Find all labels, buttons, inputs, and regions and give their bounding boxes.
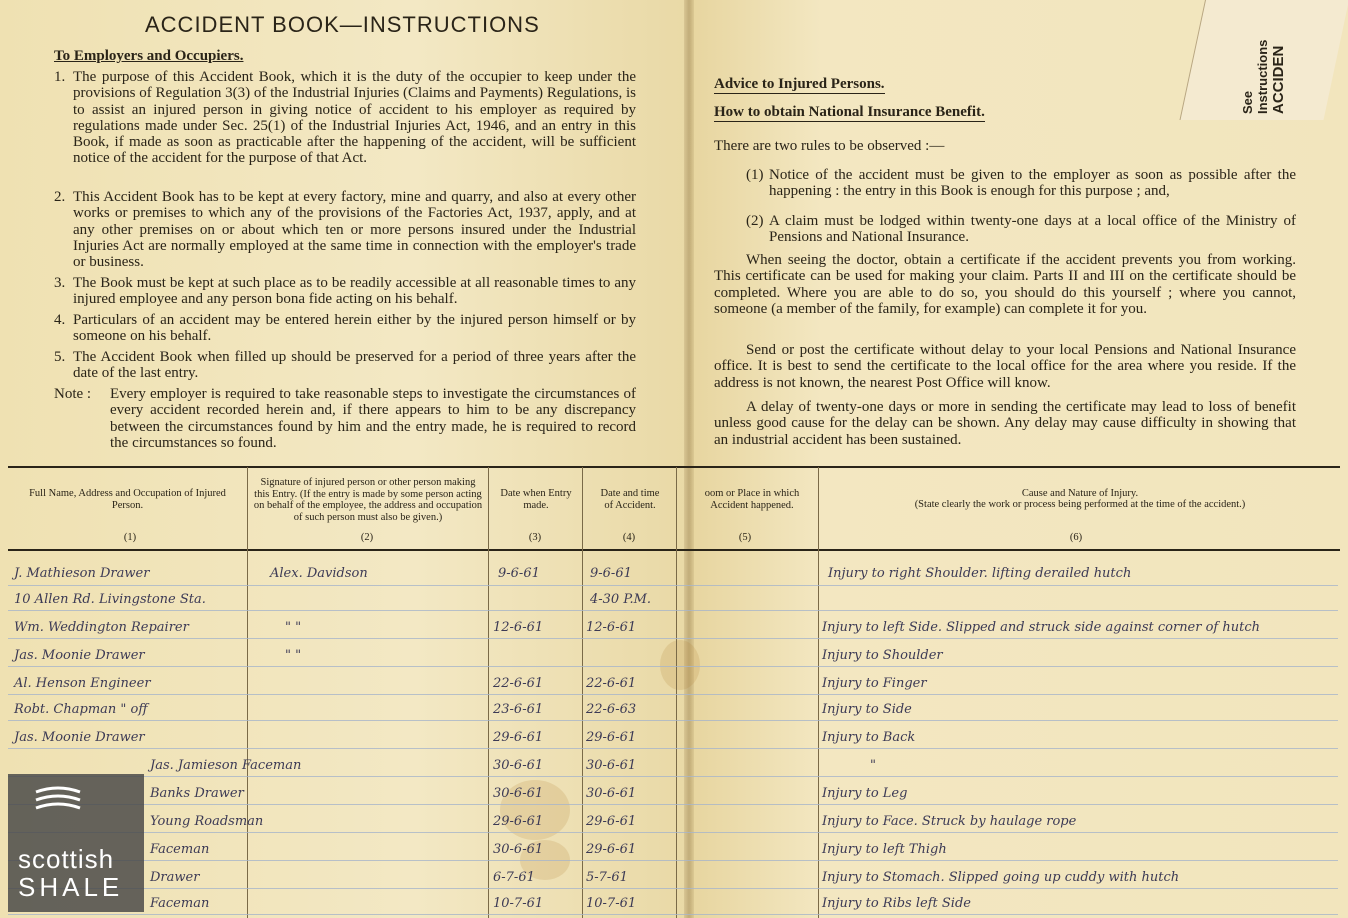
entry-date: 29-6-61 — [493, 814, 544, 829]
item-number: 3. — [54, 275, 66, 291]
ruled-line — [8, 585, 1338, 586]
column-divider — [676, 467, 677, 918]
column-header-place: oom or Place in which Accident happened. — [704, 488, 800, 511]
entry-name: Faceman — [150, 842, 210, 857]
item-number: 5. — [54, 349, 66, 365]
page-title: ACCIDENT BOOK—INSTRUCTIONS — [145, 12, 540, 37]
logo-line-1: scottish — [18, 844, 115, 874]
advice-paragraph-3: A delay of twenty-one days or more in sending the certificate may lead to loss of benefit unless good cause for the delay can be shown. Any delay may cause difficulty in showing that an industrial accident has been sustained. — [714, 399, 1296, 448]
entry-date: 30-6-61 — [493, 786, 544, 801]
accident-date: 5-7-61 — [586, 870, 628, 885]
benefit-heading: How to obtain National Insurance Benefit. — [714, 104, 985, 120]
ruled-line — [8, 914, 1338, 915]
column-header-cause-sub: (State clearly the work or process being performed at the time of the accident.) — [914, 499, 1246, 510]
entry-date: 6-7-61 — [493, 870, 535, 885]
column-number: (2) — [360, 532, 374, 543]
injury-cause: Injury to Back — [822, 730, 916, 745]
entry-name: 10 Allen Rd. Livingstone Sta. — [14, 592, 206, 607]
instruction-item-4: Particulars of an accident may be entered herein either by the injured person himself or by someone on his behalf. — [73, 312, 636, 345]
injury-cause: Injury to Face. Struck by haulage rope — [822, 814, 1077, 829]
injury-cause: Injury to left Side. Slipped and struck side against corner of hutch — [822, 620, 1260, 635]
ruled-line — [8, 610, 1338, 611]
entry-name: Robt. Chapman " off — [14, 702, 148, 717]
accident-date: 29-6-61 — [586, 814, 637, 829]
column-number: (3) — [528, 532, 542, 543]
rules-intro: There are two rules to be observed :— — [714, 138, 945, 154]
ruled-line — [8, 694, 1338, 695]
column-header-entry-date: Date when Entry made. — [500, 488, 572, 511]
rule-number: (2) — [746, 213, 764, 229]
tab-line-2: ACCIDEN — [1270, 45, 1287, 114]
ruled-line — [8, 666, 1338, 667]
entry-name: Faceman — [150, 896, 210, 911]
accident-date: 4-30 P.M. — [590, 592, 652, 607]
logo-line-2: SHALE — [18, 872, 124, 902]
scottish-shale-logo — [8, 774, 144, 912]
entry-name: Jas. Jamieson Faceman — [150, 758, 302, 773]
entry-date: 12-6-61 — [493, 620, 544, 635]
entry-date: 30-6-61 — [493, 842, 544, 857]
item-number: 4. — [54, 312, 66, 328]
ruled-line — [8, 832, 1338, 833]
note-text: Every employer is required to take reasonable steps to investigate the circumstances of every accident recorded herein and, if there appears to him to be any discrepancy between the circumstances found by him and the entry made, he is required to record the circumstances so found. — [110, 386, 636, 451]
injury-cause: Injury to Stomach. Slipped going up cuddy with hutch — [822, 870, 1180, 885]
accident-date: 22-6-61 — [586, 676, 637, 691]
ruled-line — [8, 804, 1338, 805]
accident-date: 10-7-61 — [586, 896, 637, 911]
ruled-line — [8, 776, 1338, 777]
column-header-signature: Signature of injured person or other person making this Entry. (If the entry is made by some person acting on behalf of the employee, the address and occupation of such person must also be given.) — [253, 477, 483, 523]
entry-date: 9-6-61 — [498, 566, 540, 581]
injury-cause: Injury to Ribs left Side — [822, 896, 971, 911]
injury-cause: Injury to Shoulder — [822, 648, 943, 663]
column-header-name: Full Name, Address and Occupation of Injured Person. — [29, 488, 226, 511]
rule-2: A claim must be lodged within twenty-one days at a local office of the Ministry of Pensions and National Insurance. — [769, 213, 1296, 246]
tab-label — [1240, 14, 1330, 114]
entry-signature: Alex. Davidson — [270, 566, 368, 581]
advice-heading: Advice to Injured Persons. — [714, 76, 885, 92]
entry-name: Drawer — [150, 870, 200, 885]
accident-date: 30-6-61 — [586, 786, 637, 801]
advice-paragraph-2: Send or post the certificate without delay to your local Pensions and National Insurance office. It is best to send the certificate to the local office for the area where you reside. If the address is not known, the nearest Post Office will know. — [714, 342, 1296, 391]
rule-number: (1) — [746, 167, 764, 183]
ruled-line — [8, 720, 1338, 721]
stain — [660, 640, 700, 690]
column-divider — [488, 467, 489, 918]
tab-line-1: See Instructions — [1240, 39, 1270, 114]
entry-name: Jas. Moonie Drawer — [14, 730, 145, 745]
injury-cause: " — [870, 758, 876, 773]
ruled-line — [8, 638, 1338, 639]
entry-name: Young Roadsman — [150, 814, 264, 829]
instruction-item-1: The purpose of this Accident Book, which it is the duty of the occupier to keep under the provisions of Regulation 3(3) of the Industrial Injuries (Claims and Payments) Regulations, is to assist an injured person in giving notice of accident to his employer as required by regulations made under Sec. 25(1) of the Industrial Injuries Act, 1946, and an entry in this Book, if made as soon as practicable after the happening of the accident, will be sufficient notice of the accident for the purpose of that Act. — [73, 69, 636, 167]
entry-date: 30-6-61 — [493, 758, 544, 773]
column-number: (5) — [738, 532, 752, 543]
entry-name: Wm. Weddington Repairer — [14, 620, 189, 635]
column-header-cause: Cause and Nature of Injury. — [1021, 488, 1139, 499]
accident-date: 9-6-61 — [590, 566, 632, 581]
accident-date: 22-6-63 — [586, 702, 637, 717]
ruled-line — [8, 748, 1338, 749]
injury-cause: Injury to Finger — [822, 676, 927, 691]
column-number: (1) — [123, 532, 137, 543]
note-label: Note : — [54, 386, 92, 402]
column-divider — [582, 467, 583, 918]
entry-name: Al. Henson Engineer — [14, 676, 151, 691]
injury-cause: Injury to left Thigh — [822, 842, 947, 857]
column-divider — [818, 467, 819, 918]
injury-cause: Injury to Side — [822, 702, 912, 717]
entry-date: 10-7-61 — [493, 896, 544, 911]
accident-date: 30-6-61 — [586, 758, 637, 773]
accident-date: 29-6-61 — [586, 730, 637, 745]
entry-date: 22-6-61 — [493, 676, 544, 691]
table-header-rule — [8, 549, 1340, 551]
entry-name: Jas. Moonie Drawer — [14, 648, 145, 663]
employers-heading: To Employers and Occupiers. — [54, 48, 244, 64]
injury-cause: Injury to Leg — [822, 786, 908, 801]
column-number: (4) — [622, 532, 636, 543]
accident-date: 12-6-61 — [586, 620, 637, 635]
accident-date: 29-6-61 — [586, 842, 637, 857]
column-header-accident-date: Date and time of Accident. — [600, 488, 660, 511]
entry-date: 23-6-61 — [493, 702, 544, 717]
instruction-item-5: The Accident Book when filled up should be preserved for a period of three years after the date of the last entry. — [73, 349, 636, 382]
entry-name: J. Mathieson Drawer — [14, 566, 150, 581]
instruction-item-3: The Book must be kept at such place as to be readily accessible at all reasonable times to any injured employee and any person bona fide acting on his behalf. — [73, 275, 636, 308]
entry-signature: " " — [285, 620, 302, 635]
rule-1: Notice of the accident must be given to the employer as soon as possible after the happening : the entry in this Book is enough for this purpose ; and, — [769, 167, 1296, 200]
ruled-line — [8, 888, 1338, 889]
item-number: 1. — [54, 69, 66, 85]
instruction-item-2: This Accident Book has to be kept at every factory, mine and quarry, and also at every other works or premises to which any of the provisions of the Factories Act, 1937, apply, and at any other premises on or about which ten or more persons insured under the Industrial Injuries Act are normally employed at the same time in connection with the employer's trade or business. — [73, 189, 636, 271]
column-number: (6) — [1069, 532, 1083, 543]
advice-paragraph-1: When seeing the doctor, obtain a certificate if the accident prevents you from working. This certificate can be used for making your claim. Parts II and III on the certificate should be completed. Where you are able to do so, you should do this yourself ; where you cannot, someone (a member of the family, for example) can complete it for you. — [714, 252, 1296, 317]
column-divider — [247, 467, 248, 918]
item-number: 2. — [54, 189, 66, 205]
table-top-rule — [8, 466, 1340, 468]
entry-date: 29-6-61 — [493, 730, 544, 745]
ruled-line — [8, 860, 1338, 861]
entry-signature: " " — [285, 648, 302, 663]
shale-waves-icon — [32, 786, 84, 816]
entry-name: Banks Drawer — [150, 786, 244, 801]
injury-cause: Injury to right Shoulder. lifting derailed hutch — [828, 566, 1132, 581]
book-gutter — [684, 0, 694, 918]
